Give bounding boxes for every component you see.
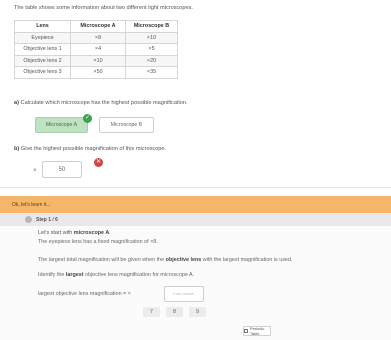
step-line-1-text: Let's start with: [38, 230, 74, 236]
table-cell: ×4: [71, 44, 126, 56]
correct-check-icon: ✓: [84, 115, 91, 121]
objective-answer-input[interactable]: [164, 286, 204, 302]
step-line-3-end: with the largest magnification is used.: [201, 257, 293, 263]
periodic-table-button[interactable]: [243, 326, 271, 336]
table-row: [15, 44, 178, 56]
step-line-1-end: .: [109, 230, 111, 236]
divider: [0, 187, 391, 188]
table-cell: ×10: [71, 55, 126, 67]
input-label: largest objective lens magnification = ×: [38, 291, 131, 297]
microscope-table: [14, 20, 178, 79]
step-line-4-text: Identify the: [38, 272, 66, 278]
step-line-4-end: objective lens magnification for microscope A.: [83, 272, 195, 278]
question-b: [14, 146, 166, 152]
table-row: [15, 67, 178, 79]
table-cell: Objective lens 1: [15, 44, 71, 56]
table-cell: Objective lens 3: [15, 67, 71, 79]
question-b-label: b): [14, 146, 20, 152]
step-line-1-bold: microscope A: [73, 230, 110, 236]
table-row: [15, 55, 178, 67]
table-header: Microscope A: [71, 21, 126, 33]
table-row: [15, 32, 178, 44]
table-cell: ×8: [71, 32, 126, 44]
step-label: Step 1 / 6: [36, 217, 58, 223]
step-indicator-icon: [25, 216, 32, 223]
table-cell: ×35: [126, 67, 178, 79]
step-line-3: [38, 257, 292, 263]
question-b-text: Give the highest possible magnification of this microscope.: [20, 146, 167, 152]
step-line-3-bold: objective lens: [165, 257, 202, 263]
step-line-1: [38, 230, 111, 236]
key-8[interactable]: 8: [166, 307, 183, 317]
table-cell: ×10: [126, 32, 178, 44]
table-cell: Objective lens 2: [15, 55, 71, 67]
table-header-row: [15, 21, 178, 33]
intro-text: The table shows some information about two different light microscopes.: [14, 5, 193, 11]
incorrect-x-icon: ✕: [95, 159, 102, 165]
feedback-banner: Ok, let's learn it...: [0, 196, 391, 213]
table-cell: ×50: [71, 67, 126, 79]
step-line-2: The eyepiece lens has a fixed magnification of ×8.: [38, 239, 158, 245]
question-a-text: Calculate which microscope has the highest possible magnification.: [20, 100, 188, 106]
step-line-4-bold: largest: [65, 272, 84, 278]
table-cell: Eyepiece: [15, 32, 71, 44]
key-7[interactable]: 7: [143, 307, 160, 317]
table-header: Lens: [15, 21, 71, 33]
times-prefix: ×: [33, 168, 37, 174]
step-header: [0, 213, 391, 226]
key-9[interactable]: 9: [189, 307, 206, 317]
periodic-table-icon: [244, 329, 248, 333]
periodic-table-label: Periodic Table: [249, 326, 265, 336]
step-line-3-text: The largest total magnification will be given when the: [38, 257, 166, 263]
microscope-a-option[interactable]: Microscope A: [35, 117, 88, 133]
table-cell: ×5: [126, 44, 178, 56]
question-a-label: a): [14, 100, 19, 106]
answer-placeholder: Enter answer: [173, 292, 195, 296]
table-cell: ×20: [126, 55, 178, 67]
table-header: Microscope B: [126, 21, 178, 33]
microscope-b-option[interactable]: Microscope B: [99, 117, 154, 133]
question-a: [14, 100, 188, 106]
magnification-answer-input[interactable]: 50: [42, 161, 82, 178]
step-line-4: [38, 272, 194, 278]
